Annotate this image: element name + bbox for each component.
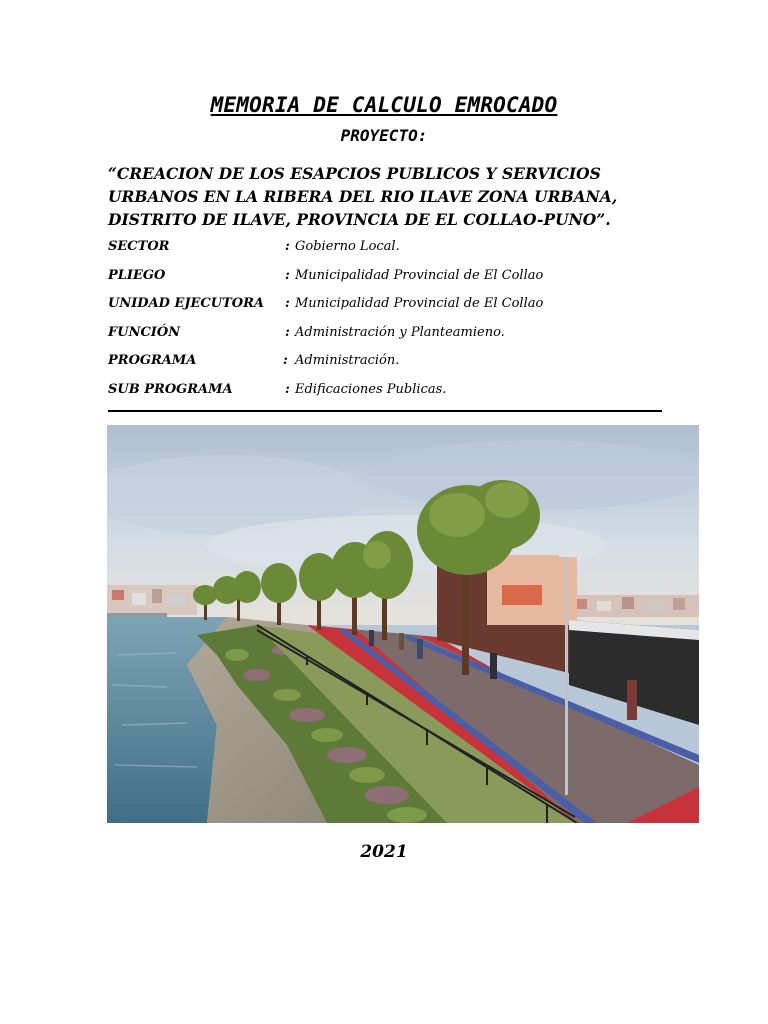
- info-colon: :: [285, 239, 290, 254]
- info-colon: :: [283, 353, 288, 368]
- info-value: Edificaciones Publicas.: [295, 381, 447, 397]
- distant-town-left: [107, 585, 197, 619]
- info-value: Municipalidad Provincial de El Collao: [295, 267, 544, 283]
- info-row-unidad-ejecutora: [108, 296, 668, 325]
- info-colon: :: [285, 296, 290, 311]
- info-label: UNIDAD EJECUTORA: [108, 296, 264, 311]
- info-value: Gobierno Local.: [295, 239, 400, 254]
- section-divider: [108, 410, 662, 412]
- riverbank-render-image: [107, 425, 699, 823]
- project-name: [108, 162, 668, 231]
- document-title: MEMORIA DE CALCULO EMROCADO: [210, 93, 558, 117]
- project-name-line: DISTRITO DE ILAVE, PROVINCIA DE EL COLLAO-PUNO”.: [108, 210, 611, 229]
- info-value: Administración.: [295, 353, 400, 368]
- info-value: Municipalidad Provincial de El Collao: [295, 296, 544, 311]
- project-name-line: URBANOS EN LA RIBERA DEL RIO ILAVE ZONA URBANA,: [108, 187, 618, 206]
- info-row-funcion: [108, 325, 668, 354]
- info-value: Administración y Planteamieno.: [295, 324, 505, 340]
- info-colon: :: [285, 381, 290, 397]
- info-colon: :: [285, 267, 290, 283]
- info-row-programa: [108, 353, 668, 382]
- info-row-pliego: [108, 268, 668, 297]
- document-year: 2021: [360, 842, 408, 862]
- project-heading: PROYECTO:: [340, 126, 428, 145]
- info-row-sub-programa: [108, 382, 668, 411]
- render-illustration: [107, 425, 699, 823]
- info-label: PROGRAMA: [108, 353, 197, 368]
- project-name-line: “CREACION DE LOS ESAPCIOS PUBLICOS Y SERVICIOS: [108, 164, 601, 183]
- info-label: SECTOR: [108, 239, 170, 254]
- info-label: PLIEGO: [108, 267, 166, 283]
- info-colon: :: [285, 324, 290, 340]
- project-info-table: [108, 239, 668, 410]
- distant-town-right: [569, 595, 699, 617]
- info-label: SUB PROGRAMA: [108, 381, 233, 397]
- info-label: FUNCIÓN: [108, 324, 181, 340]
- info-row-sector: [108, 239, 668, 268]
